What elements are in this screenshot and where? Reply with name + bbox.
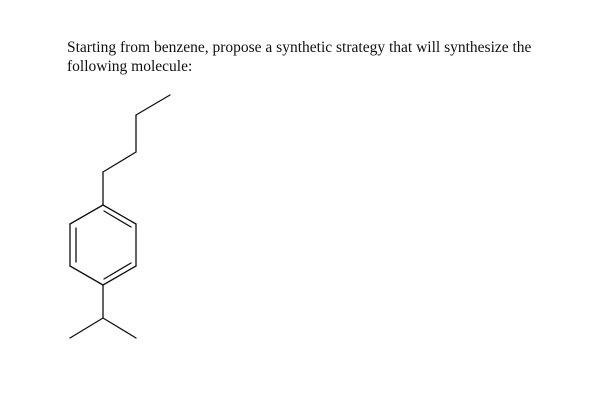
isopropyl-group	[70, 285, 136, 338]
question-text: Starting from benzene, propose a synthetic strategy that will synthesize the following molecule:	[67, 39, 532, 75]
butyl-chain	[103, 95, 170, 205]
benzene-ring	[70, 205, 136, 285]
ring-bond	[70, 205, 103, 224]
ring-bond	[103, 266, 136, 285]
chain-bond	[103, 152, 136, 172]
ring-bond	[103, 205, 136, 224]
isopropyl-bond	[70, 318, 103, 338]
chain-bond	[136, 95, 170, 115]
isopropyl-bond	[103, 318, 136, 338]
ring-bond	[70, 266, 103, 285]
